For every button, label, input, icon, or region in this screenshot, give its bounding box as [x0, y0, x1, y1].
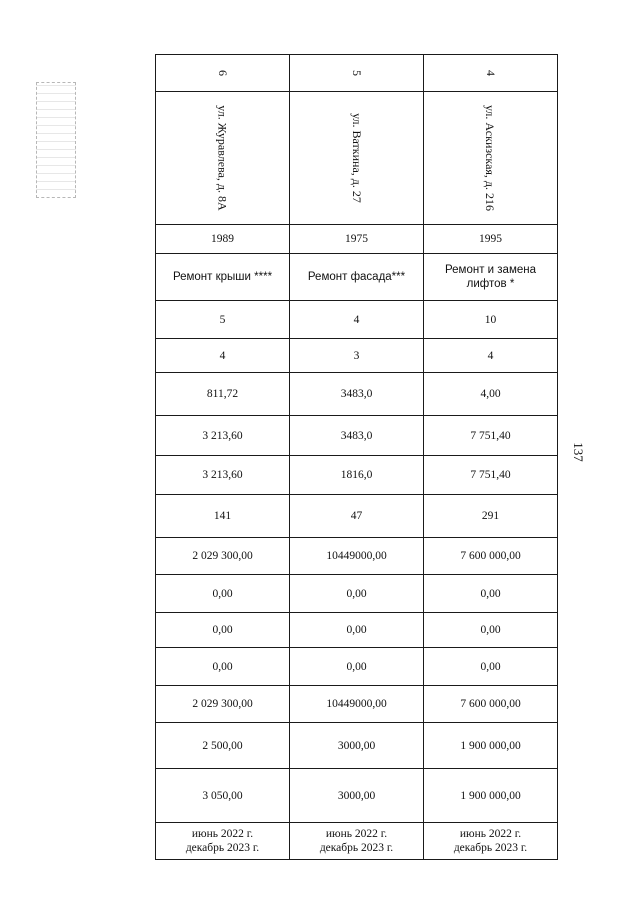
cell-value: 3000,00	[290, 723, 424, 769]
cell-value: 3483,0	[290, 416, 424, 456]
row-value	[156, 769, 558, 823]
cell-address: ул. Ваткина, д. 27	[290, 92, 424, 225]
cell-value: 3	[290, 339, 424, 373]
cell-year: 1995	[424, 225, 558, 254]
cell-period: июнь 2022 г. декабрь 2023 г.	[290, 823, 424, 860]
cell-work-type: Ремонт фасада***	[290, 254, 424, 301]
cell-value: 4	[424, 339, 558, 373]
cell-value: 2 029 300,00	[156, 538, 290, 575]
cell-value: 10449000,00	[290, 686, 424, 723]
page-number-text: 137	[571, 442, 586, 462]
row-index	[156, 55, 558, 92]
row-value	[156, 538, 558, 575]
cell-value: 0,00	[156, 648, 290, 686]
row-value	[156, 339, 558, 373]
row-value	[156, 373, 558, 416]
cell-address: ул. Аскизская, д. 216	[424, 92, 558, 225]
cell-year: 1975	[290, 225, 424, 254]
cell-value: 7 751,40	[424, 416, 558, 456]
cell-index: 5	[290, 55, 424, 92]
cell-value: 0,00	[290, 575, 424, 613]
cell-value: 4	[290, 301, 424, 339]
cell-value: 811,72	[156, 373, 290, 416]
cell-value: 3 213,60	[156, 456, 290, 495]
cell-value: 1 900 000,00	[424, 769, 558, 823]
row-address	[156, 92, 558, 225]
cell-value: 7 751,40	[424, 456, 558, 495]
cell-value: 1 900 000,00	[424, 723, 558, 769]
cell-value: 0,00	[424, 648, 558, 686]
row-value	[156, 301, 558, 339]
cell-index: 4	[424, 55, 558, 92]
cell-value: 1816,0	[290, 456, 424, 495]
row-value	[156, 456, 558, 495]
cell-value: 5	[156, 301, 290, 339]
cell-value: 7 600 000,00	[424, 538, 558, 575]
cell-address: ул. Журавлева, д. 8А	[156, 92, 290, 225]
cell-value: 0,00	[156, 575, 290, 613]
cell-work-type: Ремонт и замена лифтов *	[424, 254, 558, 301]
cell-value: 10449000,00	[290, 538, 424, 575]
cell-value: 2 500,00	[156, 723, 290, 769]
cell-value: 7 600 000,00	[424, 686, 558, 723]
page-number	[566, 437, 590, 467]
data-table	[155, 54, 558, 860]
row-value	[156, 613, 558, 648]
cell-value: 0,00	[290, 613, 424, 648]
row-value	[156, 495, 558, 538]
cell-value: 3 050,00	[156, 769, 290, 823]
row-value	[156, 686, 558, 723]
row-year	[156, 225, 558, 254]
cell-value: 4	[156, 339, 290, 373]
cell-value: 3000,00	[290, 769, 424, 823]
cell-work-type: Ремонт крыши ****	[156, 254, 290, 301]
row-value	[156, 575, 558, 613]
archive-stamp-mark	[36, 82, 76, 198]
row-value	[156, 648, 558, 686]
cell-value: 0,00	[290, 648, 424, 686]
cell-value: 10	[424, 301, 558, 339]
cell-year: 1989	[156, 225, 290, 254]
cell-value: 0,00	[424, 575, 558, 613]
cell-value: 3483,0	[290, 373, 424, 416]
cell-period: июнь 2022 г. декабрь 2023 г.	[424, 823, 558, 860]
cell-value: 47	[290, 495, 424, 538]
cell-value: 141	[156, 495, 290, 538]
row-value	[156, 416, 558, 456]
cell-value: 291	[424, 495, 558, 538]
cell-value: 2 029 300,00	[156, 686, 290, 723]
cell-period: июнь 2022 г. декабрь 2023 г.	[156, 823, 290, 860]
cell-value: 4,00	[424, 373, 558, 416]
row-value	[156, 723, 558, 769]
row-work-type	[156, 254, 558, 301]
cell-value: 0,00	[424, 613, 558, 648]
row-period	[156, 823, 558, 860]
cell-index: 6	[156, 55, 290, 92]
cell-value: 0,00	[156, 613, 290, 648]
cell-value: 3 213,60	[156, 416, 290, 456]
